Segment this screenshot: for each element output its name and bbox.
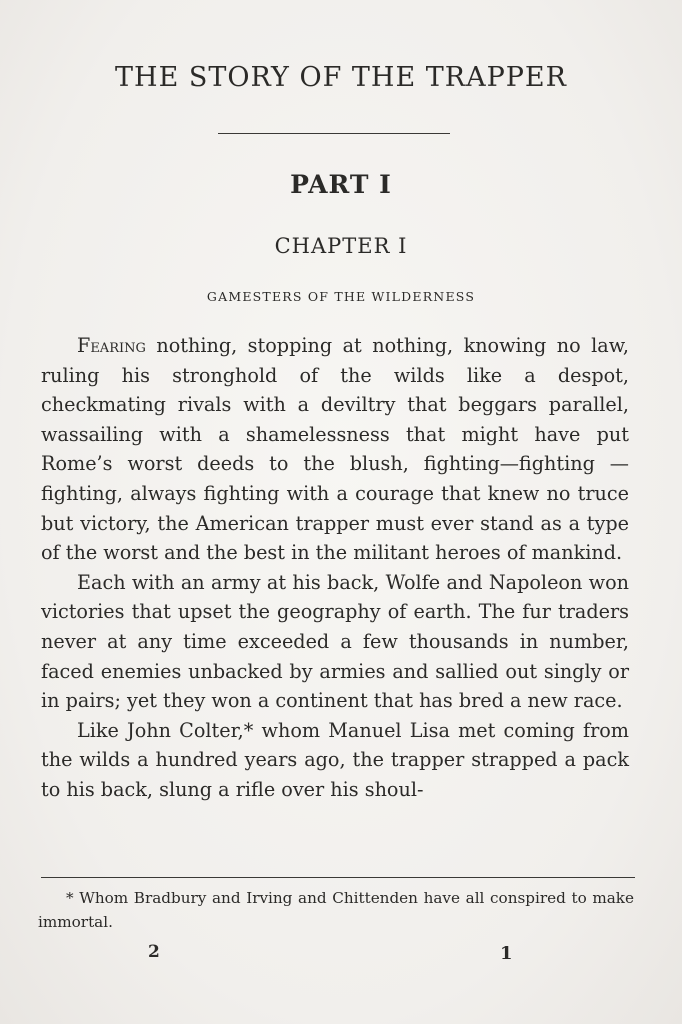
running-head: THE STORY OF THE TRAPPER (115, 62, 567, 93)
paragraph-3: Like John Colter,* whom Manuel Lisa met coming from the wilds a hundred years ago, the trapper strapped a pack to his back, slung a rifle over his shoul- (41, 718, 629, 801)
footnote: * Whom Bradbury and Irving and Chittenden have all conspired to make immortal. (38, 889, 634, 931)
chapter-title: CHAPTER I (274, 234, 408, 258)
chapter-subtitle: GAMESTERS OF THE WILDERNESS (206, 289, 476, 304)
part-title: PART I (290, 170, 392, 199)
paragraph-1 (41, 331, 629, 568)
paragraph-2: Each with an army at his back, Wolfe and Napoleon won victories that upset the geography of earth. The fur traders never at any time exceeded a few thousands in number, faced enemies unbacked by armies and sallied out singly or in pairs; yet they won a continent that has bred a new race. (41, 570, 629, 713)
footnote-divider (41, 877, 635, 878)
page-number: 1 (500, 943, 513, 964)
signature-mark: 2 (148, 942, 160, 962)
paragraph-lead-word: Fearing (77, 334, 146, 357)
paragraph-1-text: nothing, stopping at nothing, knowing no law, ruling his stronghold of the wilds like a despot, checkmating rivals with a deviltry that beggars parallel, wassailing with a shamelessness that might have put Rome’s worst deeds to the blush, fighting—fighting —fighting, always fighting with a courage that knew no truce but victory, the American trapper must ever stand as a type of the worst and the best in the militant heroes of mankind. (41, 334, 629, 565)
title-divider (218, 133, 450, 134)
body-text (41, 331, 629, 805)
